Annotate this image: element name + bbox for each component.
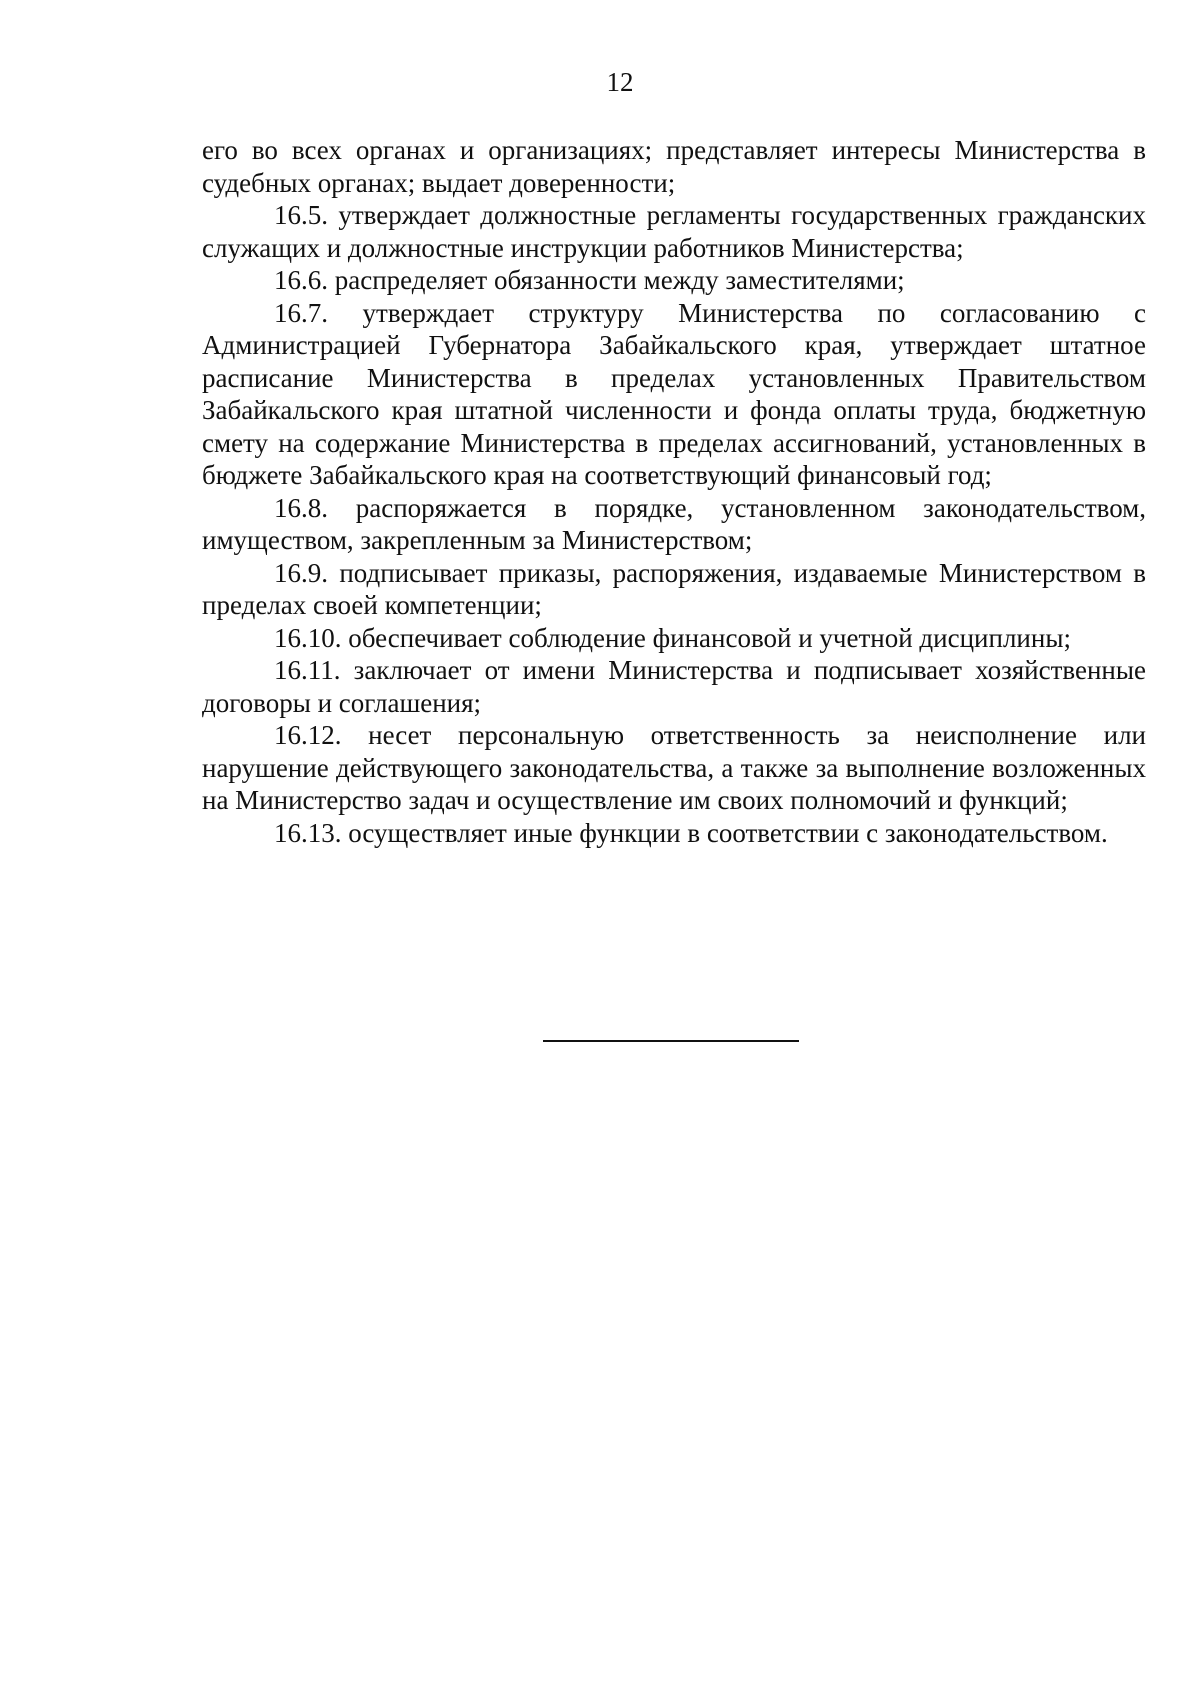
paragraph-continuation [202,134,1146,199]
paragraph-number: 16.13. [274,817,342,848]
paragraph-16-10 [202,622,1146,655]
paragraph-number: 16.5. [274,200,328,230]
paragraph-16-6 [202,264,1146,297]
paragraph-16-9 [202,557,1146,622]
paragraph-number: 16.10. [274,622,342,653]
paragraph-text: осуществляет иные функции в соответствии с законодательством. [348,817,1108,848]
paragraph-text: подписывает приказы, распоряжения, издаваемые Министерством в пределах своей компетенции; [202,557,1146,620]
page-number: 12 [606,67,634,97]
paragraph-text: утверждает должностные регламенты государственных гражданских служащих и должностные инструкции работников Министерства; [202,200,1147,263]
paragraph-number: 16.12. [274,720,342,750]
document-body [202,134,1146,849]
paragraph-number: 16.7. [274,297,328,328]
paragraph-16-11 [202,654,1146,719]
paragraph-text: обеспечивает соблюдение финансовой и учетной дисциплины; [348,622,1071,653]
end-of-document-rule [543,1040,799,1042]
paragraph-text: его во всех органах и организациях; представляет интересы Министерства в судебных органах; выдает доверенности; [202,135,1146,198]
paragraph-number: 16.11. [274,655,341,685]
paragraph-text: распоряжается в порядке, установленном законодательством, имуществом, закрепленным за Министерством; [202,492,1147,555]
paragraph-16-12 [202,719,1146,817]
paragraph-16-8 [202,492,1146,557]
paragraph-number: 16.6. [274,265,328,295]
paragraph-16-5 [202,199,1146,264]
paragraph-16-13 [202,817,1146,850]
paragraph-text: распределяет обязанности между заместителями; [334,265,905,295]
paragraph-text: утверждает структуру Министерства по согласованию с Администрацией Губернатора Забайкальского края, утверждает штатное расписание Министерства в пределах установленных Правительством Забайкальского края штатной численности и фонда оплаты труда, бюджетную смету на содержание Министерства в пределах ассигнований, установленных в бюджете Забайкальского края на соответствующий финансовый год; [202,297,1146,490]
paragraph-number: 16.9. [274,557,328,588]
paragraph-text: несет персональную ответственность за неисполнение или нарушение действующего законодательства, а также за выполнение возложенных на Министерство задач и осуществление им своих полномочий и функций; [202,720,1147,815]
paragraph-text: заключает от имени Министерства и подписывает хозяйственные договоры и соглашения; [202,655,1146,718]
paragraph-number: 16.8. [274,492,328,523]
paragraph-16-7 [202,297,1146,492]
